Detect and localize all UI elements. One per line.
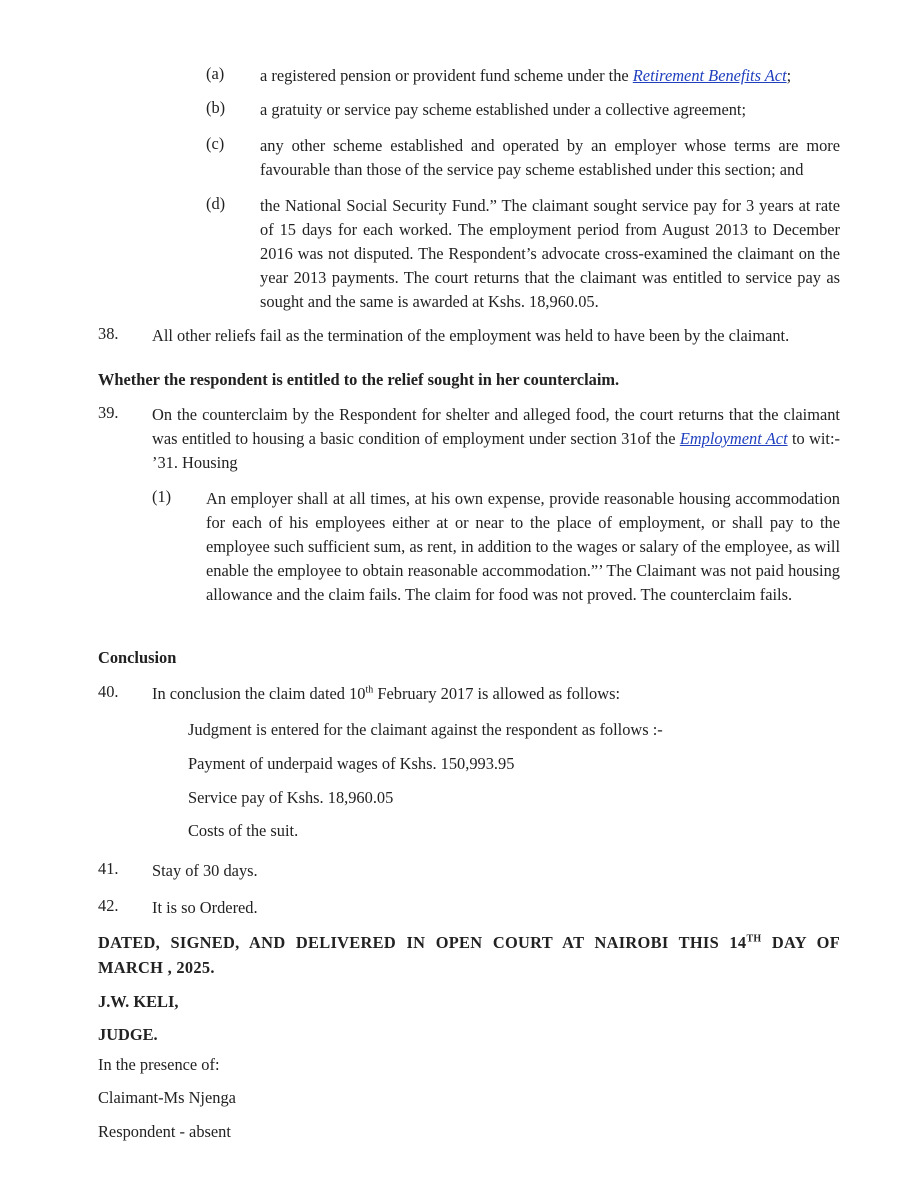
para-39-pre: On the counterclaim by the Respondent for shelter and alleged food, the court returns that the claimant was entitled to housing a basic condition of employment under section 31of the — [152, 405, 840, 448]
judgment-line-1: Judgment is entered for the claimant against the respondent as follows :- — [188, 720, 663, 739]
dated-line-1 — [98, 931, 840, 955]
para-38-text: All other reliefs fail as the termination of the employment was held to have been by the claimant. — [152, 326, 790, 345]
presence-claimant: Claimant-Ms Njenga — [98, 1088, 236, 1107]
item-label-a: (a) — [206, 64, 225, 83]
item-b-text: a gratuity or service pay scheme established under a collective agreement; — [260, 100, 747, 119]
para-40-pre: In conclusion the claim dated 10 — [152, 684, 366, 703]
item-label-b: (b) — [206, 98, 226, 117]
judgment-line-2: Payment of underpaid wages of Kshs. 150,993.95 — [188, 754, 515, 773]
para-39-post: to wit:- ’31. Housing — [152, 429, 840, 472]
sub-1-label: (1) — [152, 487, 172, 506]
presence-heading: In the presence of: — [98, 1055, 220, 1074]
item-label-c: (c) — [206, 134, 225, 153]
para-42-text: It is so Ordered. — [152, 898, 258, 917]
judgment-line-4: Costs of the suit. — [188, 821, 299, 840]
para-40-text — [152, 682, 842, 706]
item-a-pre: a registered pension or provident fund scheme under the — [260, 66, 633, 85]
employment-act-link[interactable]: Employment Act — [679, 429, 788, 448]
para-40-post: February 2017 is allowed as follows: — [373, 684, 620, 703]
presence-respondent: Respondent - absent — [98, 1122, 231, 1141]
item-label-d: (d) — [206, 194, 226, 213]
para-40-sup: th — [365, 684, 374, 696]
retirement-benefits-act-link[interactable]: Retirement Benefits Act — [632, 66, 787, 85]
judgment-line-3: Service pay of Kshs. 18,960.05 — [188, 788, 394, 807]
para-38-number: 38. — [98, 324, 119, 343]
conclusion-heading: Conclusion — [98, 648, 177, 667]
item-a-text — [260, 64, 840, 88]
para-41-number: 41. — [98, 859, 119, 878]
para-42-number: 42. — [98, 896, 119, 915]
dated-pre: DATED, SIGNED, AND DELIVERED IN OPEN COURT AT NAIROBI THIS 14 — [98, 933, 747, 952]
item-d-text: the National Social Security Fund.” The claimant sought service pay for 3 years at rate of 15 days for each worked. The employment period from August 2013 to December 2016 was not disputed. The Respondent’s advocate cross-examined the claimant on the year 2013 payments. The court returns that the claimant was entitled to service pay as sought and the same is awarded at Kshs. 18,960.05. — [260, 196, 840, 311]
judge-title: JUDGE. — [98, 1025, 158, 1044]
dated-line-2: MARCH , 2025. — [98, 958, 215, 977]
dated-sup: TH — [746, 933, 762, 945]
dated-post: DAY OF — [761, 933, 841, 952]
item-a-post: ; — [786, 66, 792, 85]
para-39-number: 39. — [98, 403, 119, 422]
para-39-text — [152, 403, 840, 475]
judge-name: J.W. KELI, — [98, 992, 179, 1011]
item-c-text: any other scheme established and operated by an employer whose terms are more favourable than those of the service pay scheme established under this section; and — [260, 136, 840, 179]
counterclaim-heading: Whether the respondent is entitled to the relief sought in her counterclaim. — [98, 370, 620, 389]
para-41-text: Stay of 30 days. — [152, 861, 258, 880]
sub-1-text: An employer shall at all times, at his own expense, provide reasonable housing accommodation for each of his employees either at or near to the place of employment, or shall pay to the employee such sufficient sum, as rent, in addition to the wages or salary of the employee, as will enable the employee to obtain reasonable accommodation.”’ The Claimant was not paid housing allowance and the claim fails. The claim for food was not proved. The counterclaim fails. — [206, 489, 840, 604]
para-40-number: 40. — [98, 682, 119, 701]
